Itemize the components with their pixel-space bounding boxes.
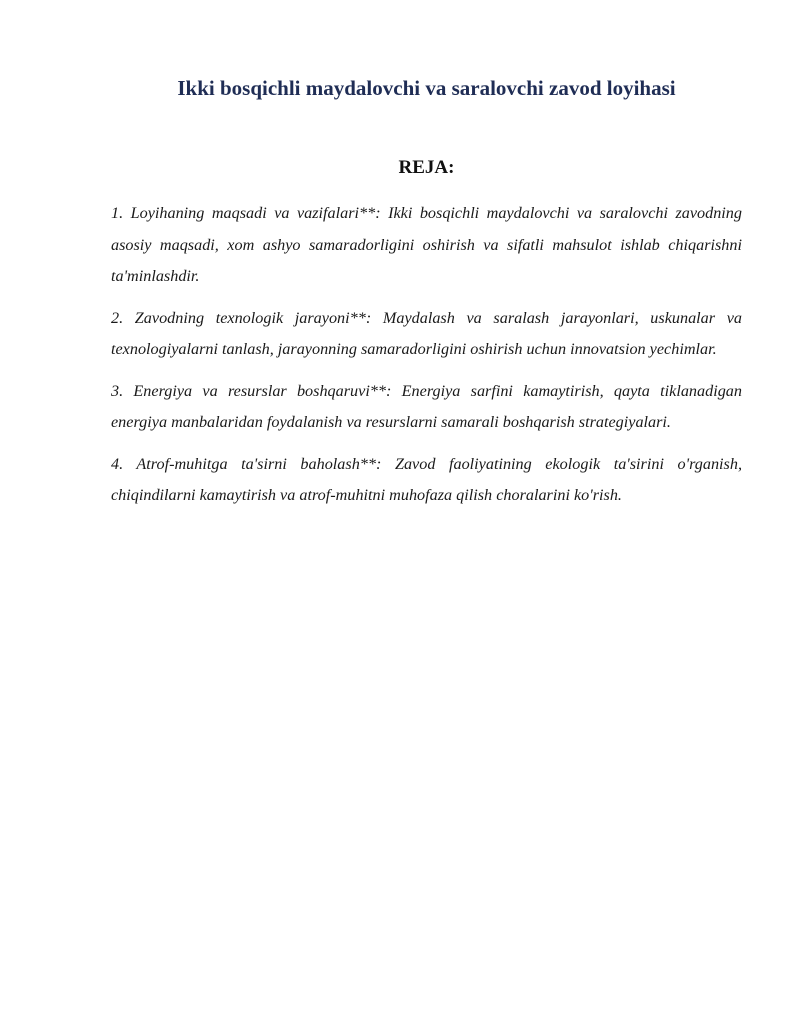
plan-item-4: 4. Atrof-muhitga ta'sirni baholash**: Zavod faoliyatining ekologik ta'sirini o'rganish, chiqindilarni kamaytirish va atrof-muhitni muhofaza qilish choralarini ko'rish. [111, 454, 742, 504]
plan-item-3: 3. Energiya va resurslar boshqaruvi**: Energiya sarfini kamaytirish, qayta tiklanadigan energiya manbalaridan foydalanish va resurslarni samarali boshqarish strategiyalari. [111, 381, 742, 431]
plan-list [111, 198, 742, 522]
plan-item-2: 2. Zavodning texnologik jarayoni**: Maydalash va saralash jarayonlari, uskunalar va texnologiyalarni tanlash, jarayonning samaradorligini oshirish uchun innovatsion yechimlar. [111, 308, 742, 358]
plan-heading: REJA: [398, 157, 455, 178]
document-title: Ikki bosqichli maydalovchi va saralovchi zavod loyihasi [177, 76, 676, 100]
plan-item-1: 1. Loyihaning maqsadi va vazifalari**: Ikki bosqichli maydalovchi va saralovchi zavodning asosiy maqsadi, xom ashyo samaradorligini oshirish va sifatli mahsulot ishlab chiqarishni ta'minlashdir. [111, 204, 742, 285]
